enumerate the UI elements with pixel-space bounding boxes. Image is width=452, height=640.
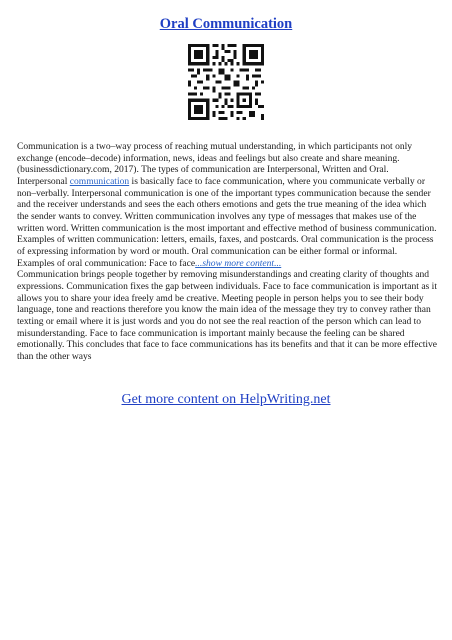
paragraph-1 (17, 141, 437, 269)
paragraph-2: Communication brings people together by removing misunderstandings and creating clarity of thoughts and expressions. Communication fixes the gap between individuals. Face to face communication is important as it allows you to share your idea freely amd be creative. Meeting people in person helps you to see their body language, tone and reactions therefore you know the main idea of the message they try to convey rather than texting or email where it is just words and you do not see the real reaction of the person which can lead to misunderstanding. Face to face communication is important mainly because the feeling can be shared emotionally. This concludes that face to face communications has its benefits and that it can be more effective than the other ways (17, 269, 438, 362)
show-more-link[interactable]: ...show more content... (195, 257, 282, 269)
get-more-content-link[interactable]: Get more content on HelpWriting.net (121, 392, 331, 407)
document-body (17, 141, 437, 362)
paragraph-1-text-b: is basically face to face communication, where you communicate verbally or non–verbally. Interpersonal communication is one of the important types communication because the sender and the receiver understands and sees the each others emotions and gets the true meaning of the idea which the sender wants to convey. Written communication involves any type of messages that makes use of the written word. Written communication is the most important and effective method of business communication. Examples of written communication: letters, emails, faxes, and postcards. Oral communication is the process of expressing information by word or mouth. Oral communication can be either formal or informal. Examples of oral communication: Face to face (17, 175, 437, 269)
page-title[interactable]: Oral Communication (159, 16, 293, 32)
communication-link[interactable]: communication (69, 175, 130, 187)
qr-code-icon (188, 44, 264, 120)
paragraph-1-text-a: Communication is a two–way process of reaching mutual understanding, in which participants not only exchange (encode–decode) information, news, ideas and feelings but also create and share meaning. (businessdictionary.com, 2017). The types of communication are Interpersonal, Written and Oral. Interpersonal (17, 141, 413, 187)
